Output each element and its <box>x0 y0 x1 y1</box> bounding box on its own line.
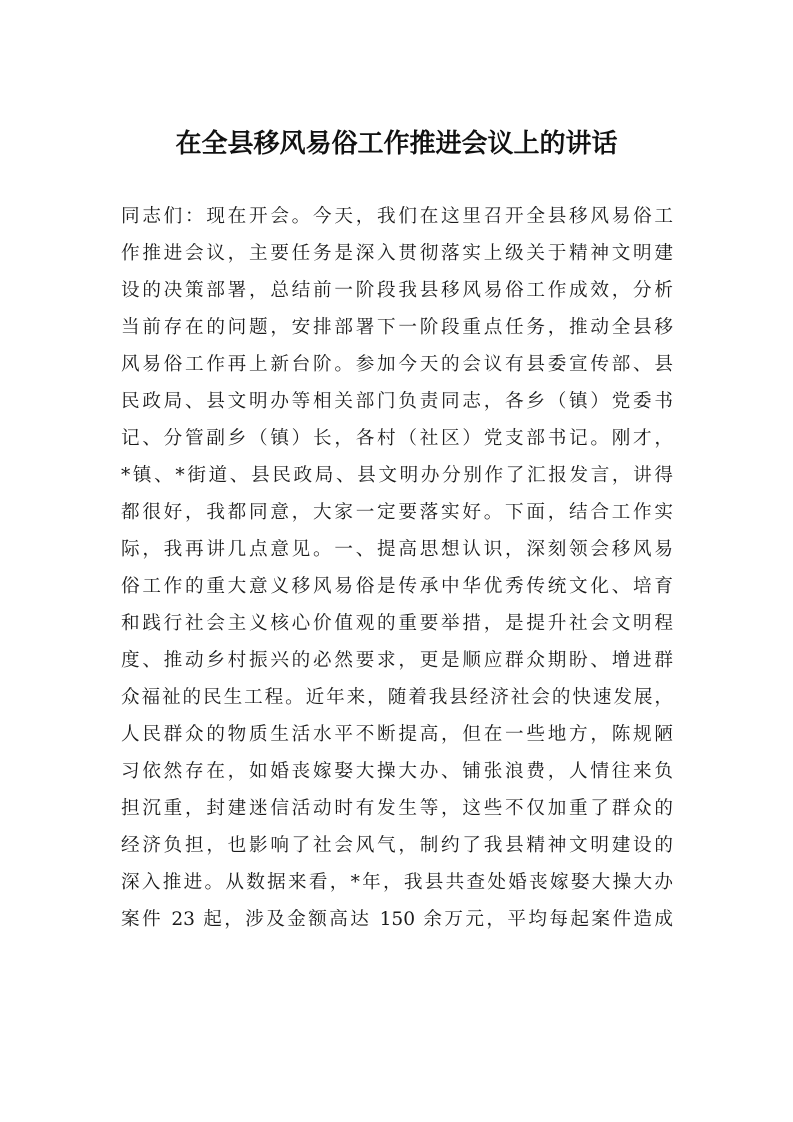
body-line: 案件 23 起，涉及金额高达 150 余万元，平均每起案件造成 <box>121 909 673 930</box>
body-line: 众福祉的民生工程。近年来，随着我县经济社会的快速发展， <box>121 687 673 708</box>
body-line: 经济负担，也影响了社会风气，制约了我县精神文明建设的 <box>121 835 673 856</box>
body-line: 俗工作的重大意义移风易俗是传承中华优秀传统文化、培育 <box>121 576 673 597</box>
document-body <box>121 198 673 938</box>
body-line: 人民群众的物质生活水平不断提高，但在一些地方，陈规陋 <box>121 724 673 745</box>
body-line: 风易俗工作再上新台阶。参加今天的会议有县委宣传部、县 <box>121 354 673 375</box>
body-line: 同志们：现在开会。今天，我们在这里召开全县移风易俗工 <box>121 206 673 227</box>
body-line: 民政局、县文明办等相关部门负责同志，各乡（镇）党委书 <box>121 391 673 412</box>
body-line: 设的决策部署，总结前一阶段我县移风易俗工作成效，分析 <box>121 280 673 301</box>
body-line: 深入推进。从数据来看，*年，我县共查处婚丧嫁娶大操大办 <box>121 872 673 893</box>
body-line: *镇、*街道、县民政局、县文明办分别作了汇报发言，讲得 <box>121 465 673 486</box>
body-line: 都很好，我都同意，大家一定要落实好。下面，结合工作实 <box>121 502 673 523</box>
body-line: 度、推动乡村振兴的必然要求，更是顺应群众期盼、增进群 <box>121 650 673 671</box>
body-line: 担沉重，封建迷信活动时有发生等，这些不仅加重了群众的 <box>121 798 673 819</box>
body-line: 和践行社会主义核心价值观的重要举措，是提升社会文明程 <box>121 613 673 634</box>
body-line: 当前存在的问题，安排部署下一阶段重点任务，推动全县移 <box>121 317 673 338</box>
body-line: 作推进会议，主要任务是深入贯彻落实上级关于精神文明建 <box>121 243 673 264</box>
document-title: 在全县移风易俗工作推进会议上的讲话 <box>175 129 618 159</box>
body-line: 际，我再讲几点意见。一、提高思想认识，深刻领会移风易 <box>121 539 673 560</box>
body-line: 记、分管副乡（镇）长，各村（社区）党支部书记。刚才， <box>121 428 673 449</box>
body-line: 习依然存在，如婚丧嫁娶大操大办、铺张浪费，人情往来负 <box>121 761 673 782</box>
